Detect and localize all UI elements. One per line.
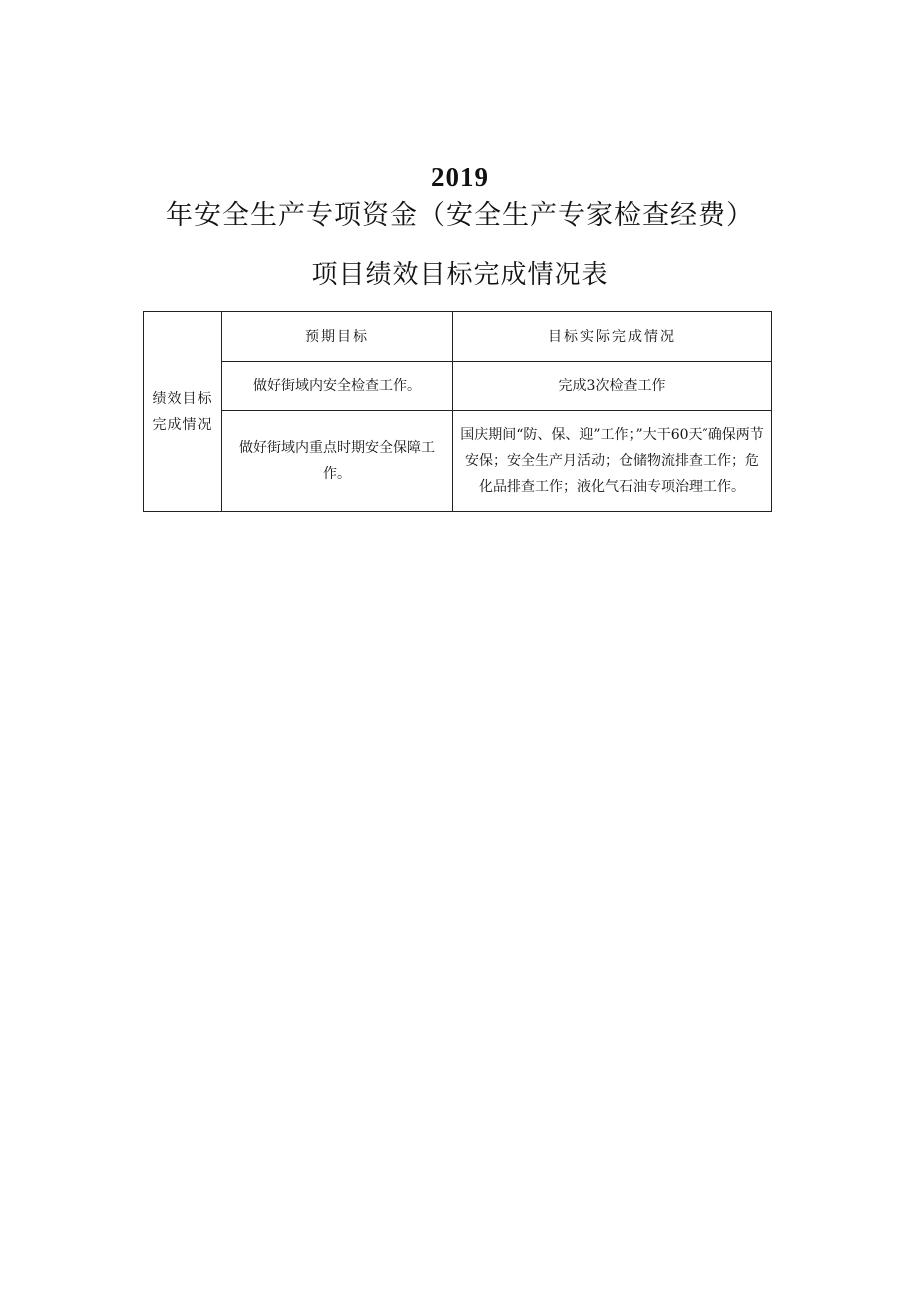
performance-table <box>143 311 772 512</box>
expected-goal-cell: 做好街域内重点时期安全保障工作。 <box>222 411 453 512</box>
actual-completion-cell: 完成3次检查工作 <box>453 362 772 411</box>
document-subtitle: 项目绩效目标完成情况表 <box>311 260 609 290</box>
actual-completion-cell: 国庆期间“防、保、迎”工作；”大干60天″确保两节安保；安全生产月活动；仓储物流排查工作；危化品排查工作；液化气石油专项治理工作。 <box>453 411 772 512</box>
expected-goal-cell: 做好街域内安全检查工作。 <box>222 362 453 411</box>
table-row <box>144 362 772 411</box>
title-year: 2019 <box>431 162 489 192</box>
row-header-cell: 绩效目标完成情况 <box>144 312 222 512</box>
header-actual-completion: 目标实际完成情况 <box>453 312 772 362</box>
table-header-row <box>144 312 772 362</box>
document-title <box>140 158 780 235</box>
table-row <box>144 411 772 512</box>
header-expected-goal: 预期目标 <box>222 312 453 362</box>
title-text: 年安全生产专项资金（安全生产专家检查经费） <box>166 200 754 231</box>
